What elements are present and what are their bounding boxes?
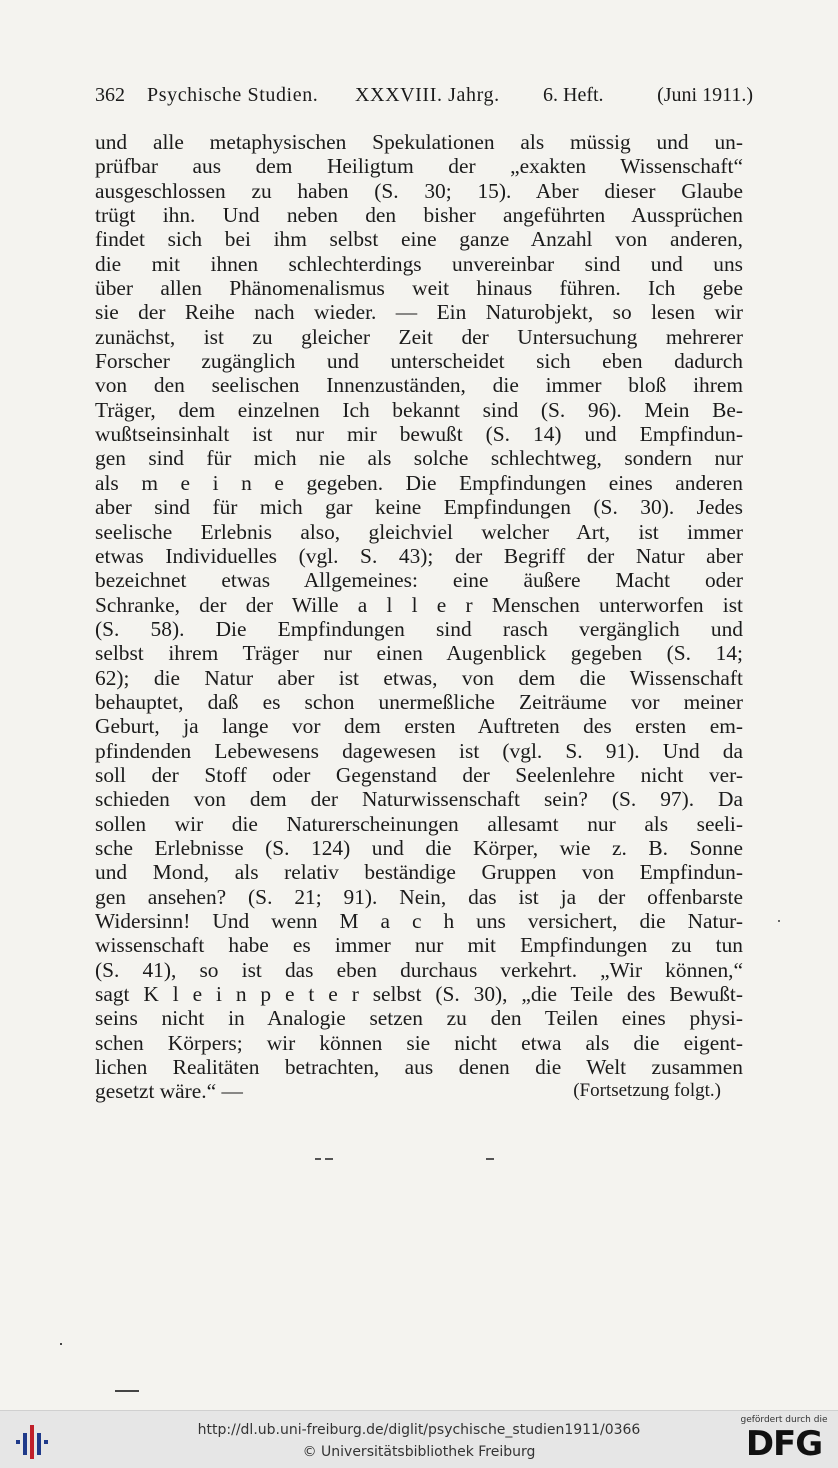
scan-speck [60, 1343, 62, 1345]
volume-label: XXXVIII. Jahrg. [355, 84, 500, 106]
page-number: 362 [95, 84, 125, 106]
dfg-badge [738, 1415, 830, 1465]
text-line: 62); die Natur aber ist etwas, von dem die Wissenschaft [95, 665, 743, 690]
text-line: schieden von dem der Naturwissenschaft sein? (S. 97). Da [95, 787, 743, 812]
copyright-notice: © Universitätsbibliothek Freiburg [302, 1444, 536, 1460]
text-line: Schranke, der der Wille a l l e r Menschen unterworfen ist [95, 592, 743, 617]
text-line: seins nicht in Analogie setzen zu den Teilen eines physi- [95, 1006, 743, 1031]
text-line: sche Erlebnisse (S. 124) und die Körper, wie z. B. Sonne [95, 835, 743, 860]
text-line: Widersinn! Und wenn M a c h uns versichert, die Natur- [95, 909, 743, 933]
closing-text: gesetzt wäre.“ — [95, 1079, 243, 1104]
text-line: schen Körpers; wir können sie nicht etwa als die eigent- [95, 1030, 743, 1055]
text-line: bezeichnet etwas Allgemeines: eine äußere Macht oder [95, 568, 743, 593]
continuation-note: (Fortsetzung folgt.) [573, 1080, 721, 1102]
text-line: Träger, dem einzelnen Ich bekannt sind (S. 96). Mein Be- [95, 397, 743, 422]
issue-label: 6. Heft. [543, 84, 604, 106]
text-line: und alle metaphysischen Spekulationen als müssig und un- [95, 130, 743, 154]
body-text [95, 130, 743, 1104]
journal-title: Psychische Studien. [147, 84, 319, 106]
text-line: über allen Phänomenalismus weit hinaus führen. Ich gebe [95, 276, 743, 301]
text-line: als m e i n e gegeben. Die Empfindungen eines anderen [95, 470, 743, 495]
text-line: ausgeschlossen zu haben (S. 30; 15). Aber dieser Glaube [95, 178, 743, 203]
text-line: wissenschaft habe es immer nur mit Empfindungen zu tun [95, 933, 743, 958]
text-line: prüfbar aus dem Heiligtum der „exakten Wissenschaft“ [95, 154, 743, 179]
text-line: wußtseinsinhalt ist nur mir bewußt (S. 14) und Empfindun- [95, 422, 743, 447]
text-line: seelische Erlebnis also, gleichviel welcher Art, ist immer [95, 519, 743, 544]
text-line: (S. 58). Die Empfindungen sind rasch vergänglich und [95, 616, 743, 641]
scan-speck [778, 920, 780, 922]
text-line: sie der Reihe nach wieder. — Ein Naturobjekt, so lesen wir [95, 300, 743, 325]
text-line: trügt ihn. Und neben den bisher angeführten Aussprüchen [95, 203, 743, 228]
text-line: pfindenden Lebewesens dagewesen ist (vgl. S. 91). Und da [95, 738, 743, 763]
dfg-caption: gefördert durch die [740, 1415, 828, 1425]
text-line: etwas Individuelles (vgl. S. 43); der Begriff der Natur aber [95, 543, 743, 568]
text-line: sagt K l e i n p e t e r selbst (S. 30), „die Teile des Bewußt- [95, 982, 743, 1007]
text-line: lichen Realitäten betrachten, aus denen die Welt zusammen [95, 1055, 743, 1080]
text-line: gen ansehen? (S. 21; 91). Nein, das ist ja der offenbarste [95, 884, 743, 909]
permalink-link[interactable]: http://dl.ub.uni-freiburg.de/diglit/psychische_studien1911/0366 [197, 1422, 641, 1438]
text-line: und Mond, als relativ beständige Gruppen von Empfindun- [95, 860, 743, 885]
scan-mark [115, 1390, 139, 1392]
text-line: aber sind für mich gar keine Empfindungen (S. 30). Jedes [95, 495, 743, 520]
text-line: (S. 41), so ist das eben durchaus verkehrt. „Wir können,“ [95, 957, 743, 982]
text-line: Forscher zugänglich und unterscheidet sich eben dadurch [95, 349, 743, 374]
text-line [95, 1079, 743, 1103]
text-line: die mit ihnen schlechterdings unvereinbar sind und uns [95, 251, 743, 276]
text-line: soll der Stoff oder Gegenstand der Seelenlehre nicht ver- [95, 762, 743, 787]
text-line: gen sind für mich nie als solche schlechtweg, sondern nur [95, 446, 743, 471]
text-line: sollen wir die Naturerscheinungen allesamt nur als seeli- [95, 811, 743, 836]
issue-date: (Juni 1911.) [657, 84, 753, 106]
text-line: behauptet, daß es schon unermeßliche Zeiträume vor meiner [95, 689, 743, 714]
text-line: von den seelischen Innenzuständen, die immer bloß ihrem [95, 373, 743, 398]
text-line: selbst ihrem Träger nur einen Augenblick gegeben (S. 14; [95, 641, 743, 666]
end-divider [0, 1158, 838, 1162]
text-line: findet sich bei ihm selbst eine ganze Anzahl von anderen, [95, 227, 743, 252]
viewer-footer [0, 1410, 838, 1468]
text-line: zunächst, ist zu gleicher Zeit der Untersuchung mehrerer [95, 324, 743, 349]
text-line: Geburt, ja lange vor dem ersten Auftreten des ersten em- [95, 714, 743, 739]
dfg-logo: DFG [745, 1424, 823, 1464]
